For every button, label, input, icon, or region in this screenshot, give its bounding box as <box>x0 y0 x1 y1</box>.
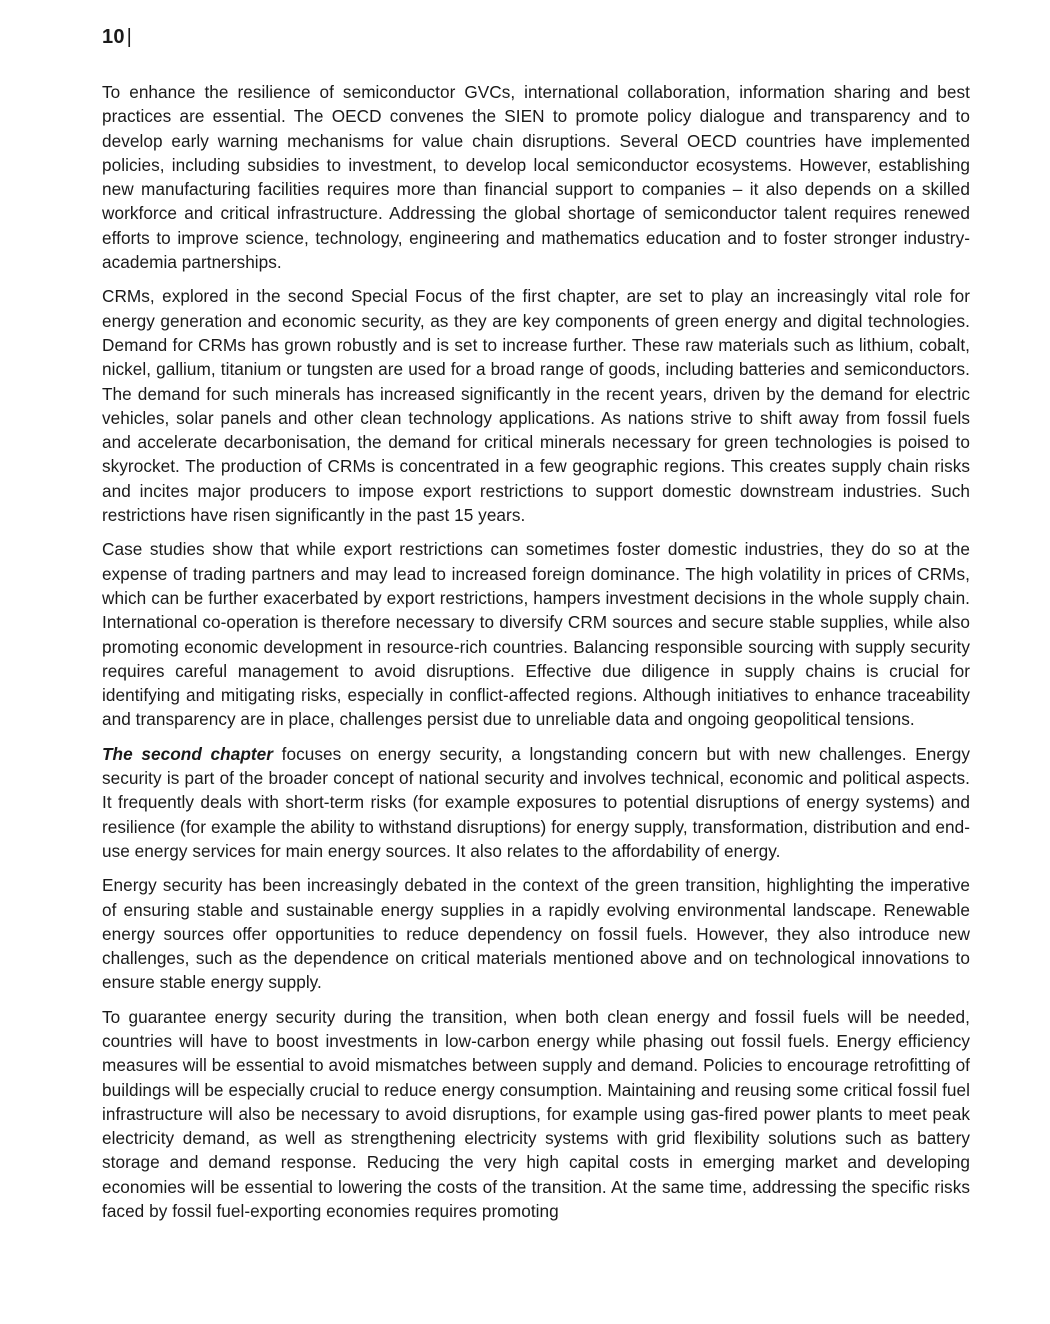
paragraph-text: To enhance the resilience of semiconductor GVCs, international collaboration, information sharing and best practices are essential. The OECD convenes the SIEN to promote policy dialogue and transparency and to develop early warning mechanisms for value chain disruptions. Several OECD countries have implemented policies, including subsidies to investment, to develop local semiconductor ecosystems. However, establishing new manufacturing facilities requires more than financial support to companies – it also depends on a skilled workforce and critical infrastructure. Addressing the global shortage of semiconductor talent requires renewed efforts to improve science, technology, engineering and mathematics education and to foster stronger industry-academia partnerships. <box>102 82 970 273</box>
page-header <box>102 26 132 49</box>
page-number-separator: | <box>126 26 133 48</box>
paragraph-critical-raw-materials <box>102 284 970 527</box>
paragraph-export-restrictions <box>102 537 970 731</box>
paragraph-text: CRMs, explored in the second Special Focus of the first chapter, are set to play an increasingly vital role for energy generation and economic security, as they are key components of green energy and digital technologies. Demand for CRMs has grown robustly and is set to increase further. These raw materials such as lithium, cobalt, nickel, gallium, titanium or tungsten are used for a broad range of goods, including batteries and semiconductors. The demand for such minerals has increased significantly in the recent years, driven by the demand for electric vehicles, solar panels and other clean technology applications. As nations strive to shift away from fossil fuels and accelerate decarbonisation, the demand for critical minerals necessary for green technologies is poised to skyrocket. The production of CRMs is concentrated in a few geographic regions. This creates supply chain risks and incites major producers to impose export restrictions to support domestic downstream industries. Such restrictions have risen significantly in the past 15 years. <box>102 286 970 526</box>
paragraph-second-chapter <box>102 742 970 863</box>
paragraph-text: Case studies show that while export restrictions can sometimes foster domestic industries, they do so at the expense of trading partners and may lead to increased foreign dominance. The high volatility in prices of CRMs, which can be further exacerbated by export restrictions, hampers investment decisions in the whole supply chain. International co-operation is therefore necessary to diversify CRM sources and secure stable supplies, while also promoting economic development in resource-rich countries. Balancing responsible sourcing with supply security requires careful management to avoid disruptions. Effective due diligence in supply chains is crucial for identifying and mitigating risks, especially in conflict-affected regions. Although initiatives to enhance traceability and transparency are in place, challenges persist due to unreliable data and ongoing geopolitical tensions. <box>102 539 970 730</box>
paragraph-energy-investment <box>102 1005 970 1224</box>
paragraph-green-transition <box>102 873 970 994</box>
body-text <box>102 80 970 1233</box>
paragraph-text: Energy security has been increasingly debated in the context of the green transition, highlighting the imperative of ensuring stable and sustainable energy supplies in a rapidly evolving environmental landscape. Renewable energy sources offer opportunities to reduce dependency on fossil fuels. However, they also introduce new challenges, such as the dependence on critical materials mentioned above and on technological innovations to ensure stable energy supply. <box>102 875 970 993</box>
chapter-lead-in: The second chapter <box>102 743 273 764</box>
page-number: 10 <box>102 26 125 48</box>
paragraph-semiconductor-resilience <box>102 80 970 274</box>
paragraph-text: focuses on energy security, a longstanding concern but with new challenges. Energy security is part of the broader concept of national security and involves technical, economic and political aspects. It frequently deals with short-term risks (for example exposures to potential disruptions of energy systems) and resilience (for example the ability to withstand disruptions) for energy supply, transformation, distribution and end-use energy services for main energy sources. It also relates to the affordability of energy. <box>102 743 970 861</box>
paragraph-text: To guarantee energy security during the transition, when both clean energy and fossil fuels will be needed, countries will have to boost investments in low-carbon energy while phasing out fossil fuels. Energy efficiency measures will be essential to avoid mismatches between supply and demand. Policies to encourage retrofitting of buildings will be especially crucial to reduce energy consumption. Maintaining and reusing some critical fossil fuel infrastructure will also be necessary to avoid disruptions, for example using gas-fired power plants to meet peak electricity demand, as well as strengthening electricity systems with grid flexibility solutions such as battery storage and demand response. Reducing the very high capital costs in emerging market and developing economies will be essential to lowering the costs of the transition. At the same time, addressing the specific risks faced by fossil fuel-exporting economies requires promoting <box>102 1006 970 1222</box>
